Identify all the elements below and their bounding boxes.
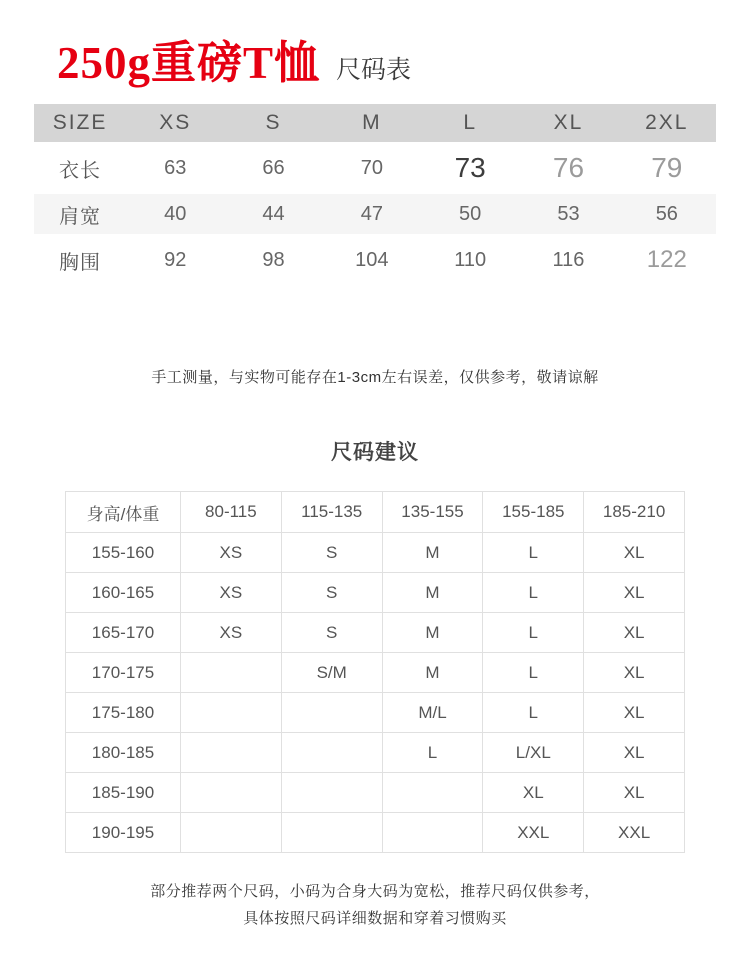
suggest-cell: XL bbox=[584, 733, 685, 773]
suggest-cell bbox=[181, 653, 282, 693]
suggest-cell: XL bbox=[584, 653, 685, 693]
shoulder-l: 50 bbox=[459, 202, 482, 225]
length-2xl: 79 bbox=[651, 152, 683, 183]
suggestion-header-w5: 185-210 bbox=[584, 492, 685, 533]
suggest-cell bbox=[181, 693, 282, 733]
suggest-cell: XXL bbox=[584, 813, 685, 853]
suggest-cell bbox=[181, 773, 282, 813]
suggest-cell bbox=[281, 813, 382, 853]
length-s: 66 bbox=[262, 156, 285, 179]
suggest-cell: L bbox=[483, 653, 584, 693]
table-row-length bbox=[34, 142, 716, 194]
chest-2xl: 122 bbox=[646, 246, 687, 273]
recommendation-note-line1: 部分推荐两个尺码，小码为合身大码为宽松，推荐尺码仅供参考， bbox=[150, 883, 600, 900]
suggestion-heading: 尺码建议 bbox=[331, 441, 419, 464]
suggestion-header-row bbox=[66, 492, 685, 533]
size-table-header-row bbox=[34, 104, 716, 142]
table-row bbox=[66, 653, 685, 693]
suggestion-header-w1: 80-115 bbox=[181, 492, 282, 533]
suggest-cell bbox=[181, 813, 282, 853]
suggest-cell bbox=[382, 773, 483, 813]
suggest-cell: XL bbox=[584, 693, 685, 733]
row-label-chest: 胸围 bbox=[59, 251, 102, 274]
suggest-cell: XL bbox=[584, 613, 685, 653]
size-table-header-s: S bbox=[265, 111, 282, 134]
size-table-header-2xl: 2XL bbox=[645, 111, 689, 134]
suggestion-header-w3: 135-155 bbox=[382, 492, 483, 533]
suggest-cell: XS bbox=[181, 573, 282, 613]
height-range: 165-170 bbox=[66, 613, 181, 653]
shoulder-xs: 40 bbox=[164, 202, 187, 225]
table-row-chest bbox=[34, 234, 716, 286]
suggest-cell: S bbox=[281, 573, 382, 613]
chest-xs: 92 bbox=[164, 248, 187, 271]
suggest-cell: XL bbox=[584, 773, 685, 813]
table-row bbox=[66, 573, 685, 613]
table-row bbox=[66, 773, 685, 813]
suggest-cell: S/M bbox=[281, 653, 382, 693]
table-row bbox=[66, 693, 685, 733]
height-range: 180-185 bbox=[66, 733, 181, 773]
suggest-cell: XS bbox=[181, 533, 282, 573]
suggest-cell bbox=[281, 693, 382, 733]
suggest-cell: XL bbox=[483, 773, 584, 813]
size-measurements-table bbox=[34, 104, 716, 286]
suggest-cell bbox=[181, 733, 282, 773]
recommendation-note bbox=[0, 878, 750, 932]
suggest-cell: S bbox=[281, 533, 382, 573]
shoulder-2xl: 56 bbox=[655, 202, 678, 225]
suggest-cell: XL bbox=[584, 573, 685, 613]
size-suggestion-table bbox=[65, 491, 685, 853]
suggest-cell: L bbox=[382, 733, 483, 773]
suggest-cell: M bbox=[382, 613, 483, 653]
height-range: 170-175 bbox=[66, 653, 181, 693]
suggest-cell: L bbox=[483, 693, 584, 733]
suggest-cell: L bbox=[483, 533, 584, 573]
size-table-header-size: SIZE bbox=[52, 111, 108, 134]
height-range: 155-160 bbox=[66, 533, 181, 573]
suggestion-header-w2: 115-135 bbox=[281, 492, 382, 533]
chest-l: 110 bbox=[454, 248, 487, 271]
suggest-cell: M bbox=[382, 653, 483, 693]
row-label-shoulder: 肩宽 bbox=[59, 205, 102, 228]
suggest-cell: XL bbox=[584, 533, 685, 573]
suggest-cell: L/XL bbox=[483, 733, 584, 773]
chest-m: 104 bbox=[355, 248, 389, 271]
height-range: 190-195 bbox=[66, 813, 181, 853]
suggest-cell: M/L bbox=[382, 693, 483, 733]
length-xs: 63 bbox=[164, 156, 187, 179]
height-range: 175-180 bbox=[66, 693, 181, 733]
suggest-cell: XS bbox=[181, 613, 282, 653]
size-table-header-m: M bbox=[362, 111, 382, 134]
row-label-length: 衣长 bbox=[59, 159, 102, 182]
suggest-cell bbox=[382, 813, 483, 853]
suggest-cell: M bbox=[382, 533, 483, 573]
length-xl: 76 bbox=[552, 152, 585, 183]
size-chart-label: 尺码表 bbox=[336, 56, 412, 84]
table-row bbox=[66, 533, 685, 573]
product-title: 250g重磅T恤 bbox=[57, 38, 321, 88]
suggestion-header-height-weight: 身高/体重 bbox=[66, 492, 181, 533]
shoulder-xl: 53 bbox=[557, 202, 580, 225]
chest-s: 98 bbox=[262, 248, 285, 271]
suggest-cell: M bbox=[382, 573, 483, 613]
shoulder-s: 44 bbox=[262, 202, 285, 225]
table-row bbox=[66, 613, 685, 653]
table-row bbox=[66, 733, 685, 773]
length-l: 73 bbox=[454, 152, 486, 183]
size-table-header-xs: XS bbox=[159, 111, 192, 134]
suggest-cell: XXL bbox=[483, 813, 584, 853]
length-m: 70 bbox=[360, 156, 383, 179]
height-range: 185-190 bbox=[66, 773, 181, 813]
suggest-cell: L bbox=[483, 573, 584, 613]
page-header bbox=[0, 0, 750, 91]
suggest-cell bbox=[281, 773, 382, 813]
table-row bbox=[66, 813, 685, 853]
suggest-cell bbox=[281, 733, 382, 773]
suggest-cell: L bbox=[483, 613, 584, 653]
measurement-disclaimer: 手工测量，与实物可能存在1-3cm左右误差，仅供参考，敬请谅解 bbox=[151, 369, 599, 386]
suggestion-header-w4: 155-185 bbox=[483, 492, 584, 533]
shoulder-m: 47 bbox=[360, 202, 383, 225]
table-row-shoulder bbox=[34, 194, 716, 234]
size-table-header-l: L bbox=[463, 111, 477, 134]
recommendation-note-line2: 具体按照尺码详细数据和穿着习惯购买 bbox=[243, 910, 507, 927]
height-range: 160-165 bbox=[66, 573, 181, 613]
size-table-header-xl: XL bbox=[553, 111, 584, 134]
chest-xl: 116 bbox=[552, 248, 585, 271]
suggest-cell: S bbox=[281, 613, 382, 653]
